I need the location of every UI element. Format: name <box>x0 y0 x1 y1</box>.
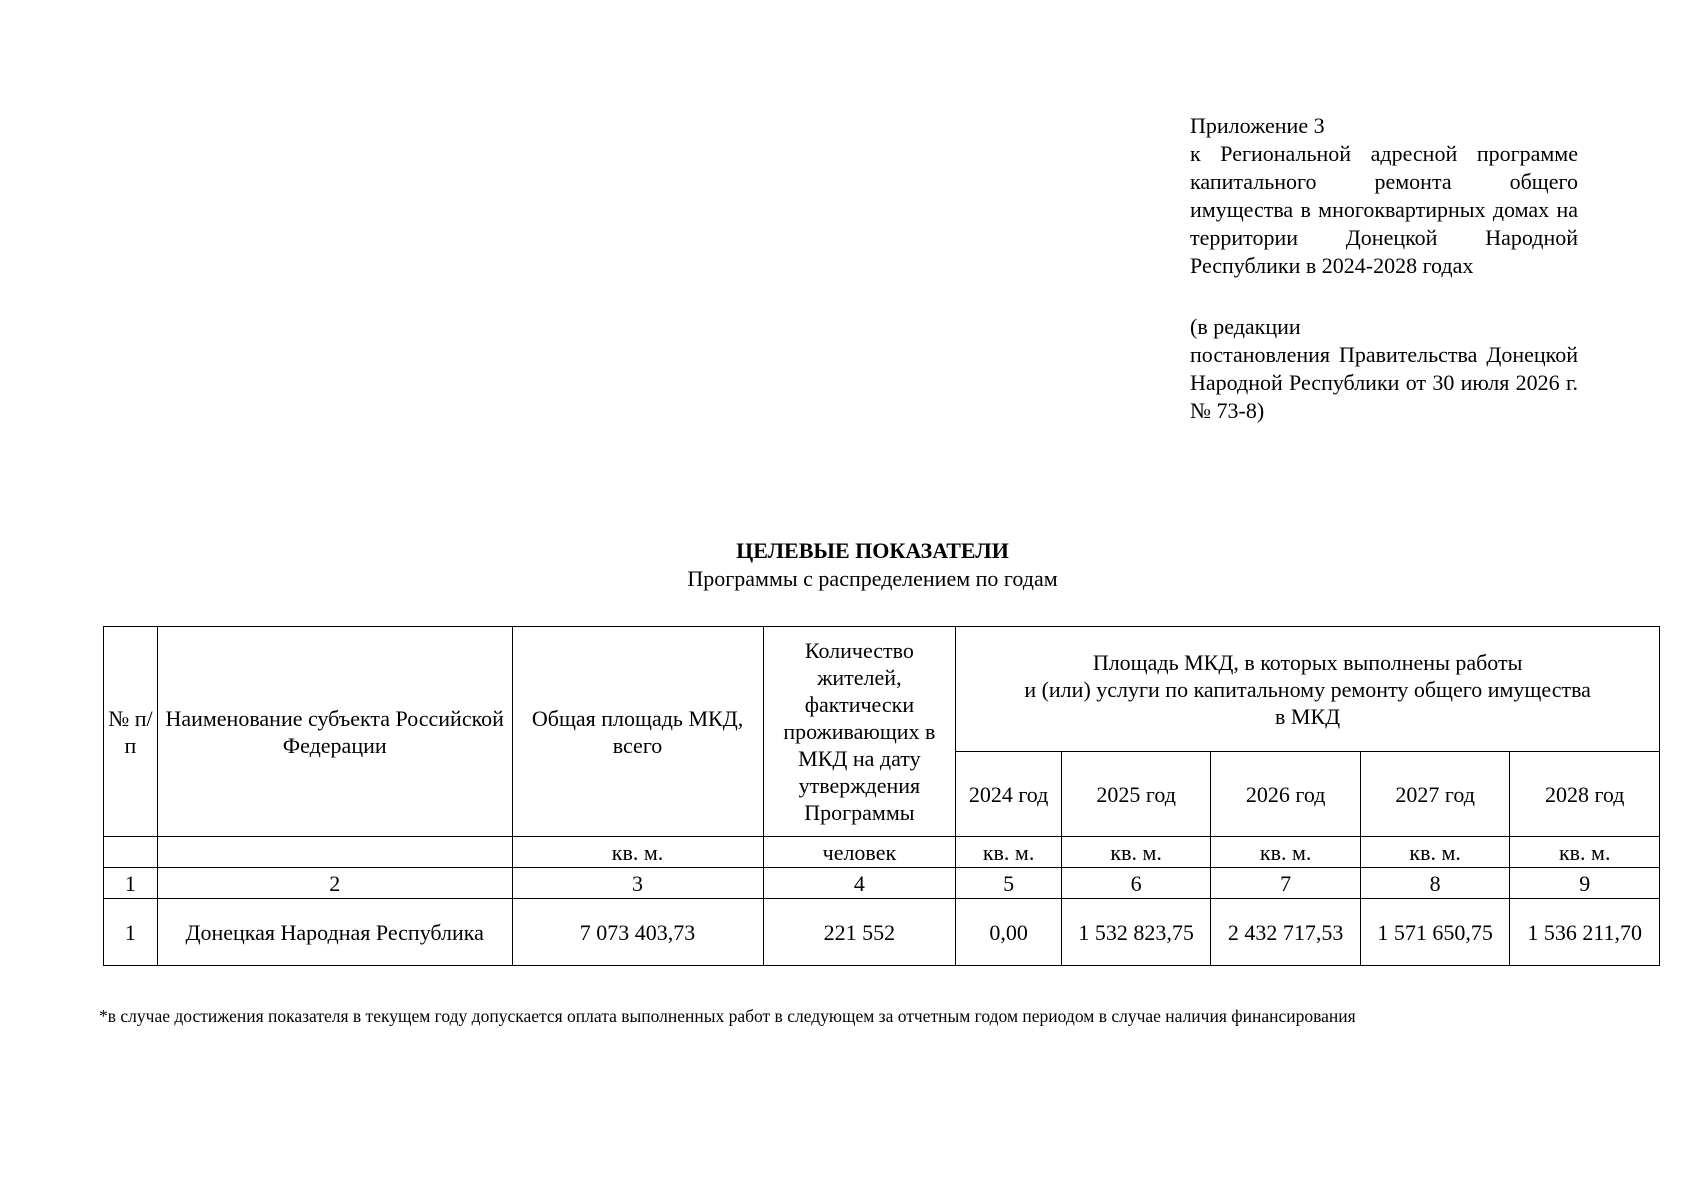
header-year-2025: 2025 год <box>1061 752 1211 837</box>
unit-residents: человек <box>763 837 956 868</box>
unit-2026: кв. м. <box>1211 837 1361 868</box>
column-number: 7 <box>1211 868 1361 899</box>
column-number: 9 <box>1510 868 1660 899</box>
row-number: 1 <box>104 899 158 966</box>
edition-note: постановления Правительства Донецкой Народной Республики от 30 июля 2026 г. № 73-8) <box>1190 342 1578 423</box>
indicators-table <box>103 626 1660 966</box>
column-number: 5 <box>956 868 1062 899</box>
header-year-2027: 2027 год <box>1360 752 1510 837</box>
row-area-2024: 0,00 <box>956 899 1062 966</box>
edition-note-start: (в редакции <box>1190 314 1301 339</box>
header-number: № п/п <box>104 627 158 837</box>
unit-total-area: кв. м. <box>512 837 763 868</box>
row-subject: Донецкая Народная Республика <box>157 899 512 966</box>
document-subtitle: Программы с распределением по годам <box>687 566 1058 591</box>
row-area-2026: 2 432 717,53 <box>1211 899 1361 966</box>
header-subject: Наименование субъекта Российской Федерации <box>157 627 512 837</box>
header-area-line-1: Площадь МКД, в которых выполнены работы <box>1092 649 1523 675</box>
header-area-line-2: и (или) услуги по капитальному ремонту общего имущества <box>1024 676 1591 702</box>
unit-cell-empty <box>104 837 158 868</box>
header-area-by-year <box>956 627 1660 752</box>
column-number: 2 <box>157 868 512 899</box>
unit-2024: кв. м. <box>956 837 1062 868</box>
header-area-line-3: в МКД <box>1275 703 1341 729</box>
footnote: *в случае достижения показателя в текущем году допускается оплата выполненных работ в следующем за отчетным годом периодом в случае наличия финансирования <box>99 1006 1356 1026</box>
column-number: 6 <box>1061 868 1211 899</box>
header-residents: Количество жителей, фактически проживающих в МКД на дату утверждения Программы <box>763 627 956 837</box>
column-number: 4 <box>763 868 956 899</box>
header-total-area: Общая площадь МКД, всего <box>512 627 763 837</box>
annex-block <box>1190 112 1578 425</box>
row-residents: 221 552 <box>763 899 956 966</box>
unit-2025: кв. м. <box>1061 837 1211 868</box>
column-number: 8 <box>1360 868 1510 899</box>
row-area-2028: 1 536 211,70 <box>1510 899 1660 966</box>
unit-2028: кв. м. <box>1510 837 1660 868</box>
annex-reference: к Региональной адресной программе капитального ремонта общего имущества в многоквартирных домах на территории Донецкой Народной Республики в 2024-2028 годах <box>1190 141 1578 278</box>
document-title: ЦЕЛЕВЫЕ ПОКАЗАТЕЛИ <box>736 538 1009 563</box>
table-row <box>104 899 1660 966</box>
row-total-area: 7 073 403,73 <box>512 899 763 966</box>
annex-number: Приложение 3 <box>1190 113 1325 138</box>
header-year-2028: 2028 год <box>1510 752 1660 837</box>
column-number: 3 <box>512 868 763 899</box>
header-year-2026: 2026 год <box>1211 752 1361 837</box>
header-year-2024: 2024 год <box>956 752 1062 837</box>
row-area-2027: 1 571 650,75 <box>1360 899 1510 966</box>
column-number: 1 <box>104 868 158 899</box>
row-area-2025: 1 532 823,75 <box>1061 899 1211 966</box>
unit-2027: кв. м. <box>1360 837 1510 868</box>
unit-cell-empty <box>157 837 512 868</box>
